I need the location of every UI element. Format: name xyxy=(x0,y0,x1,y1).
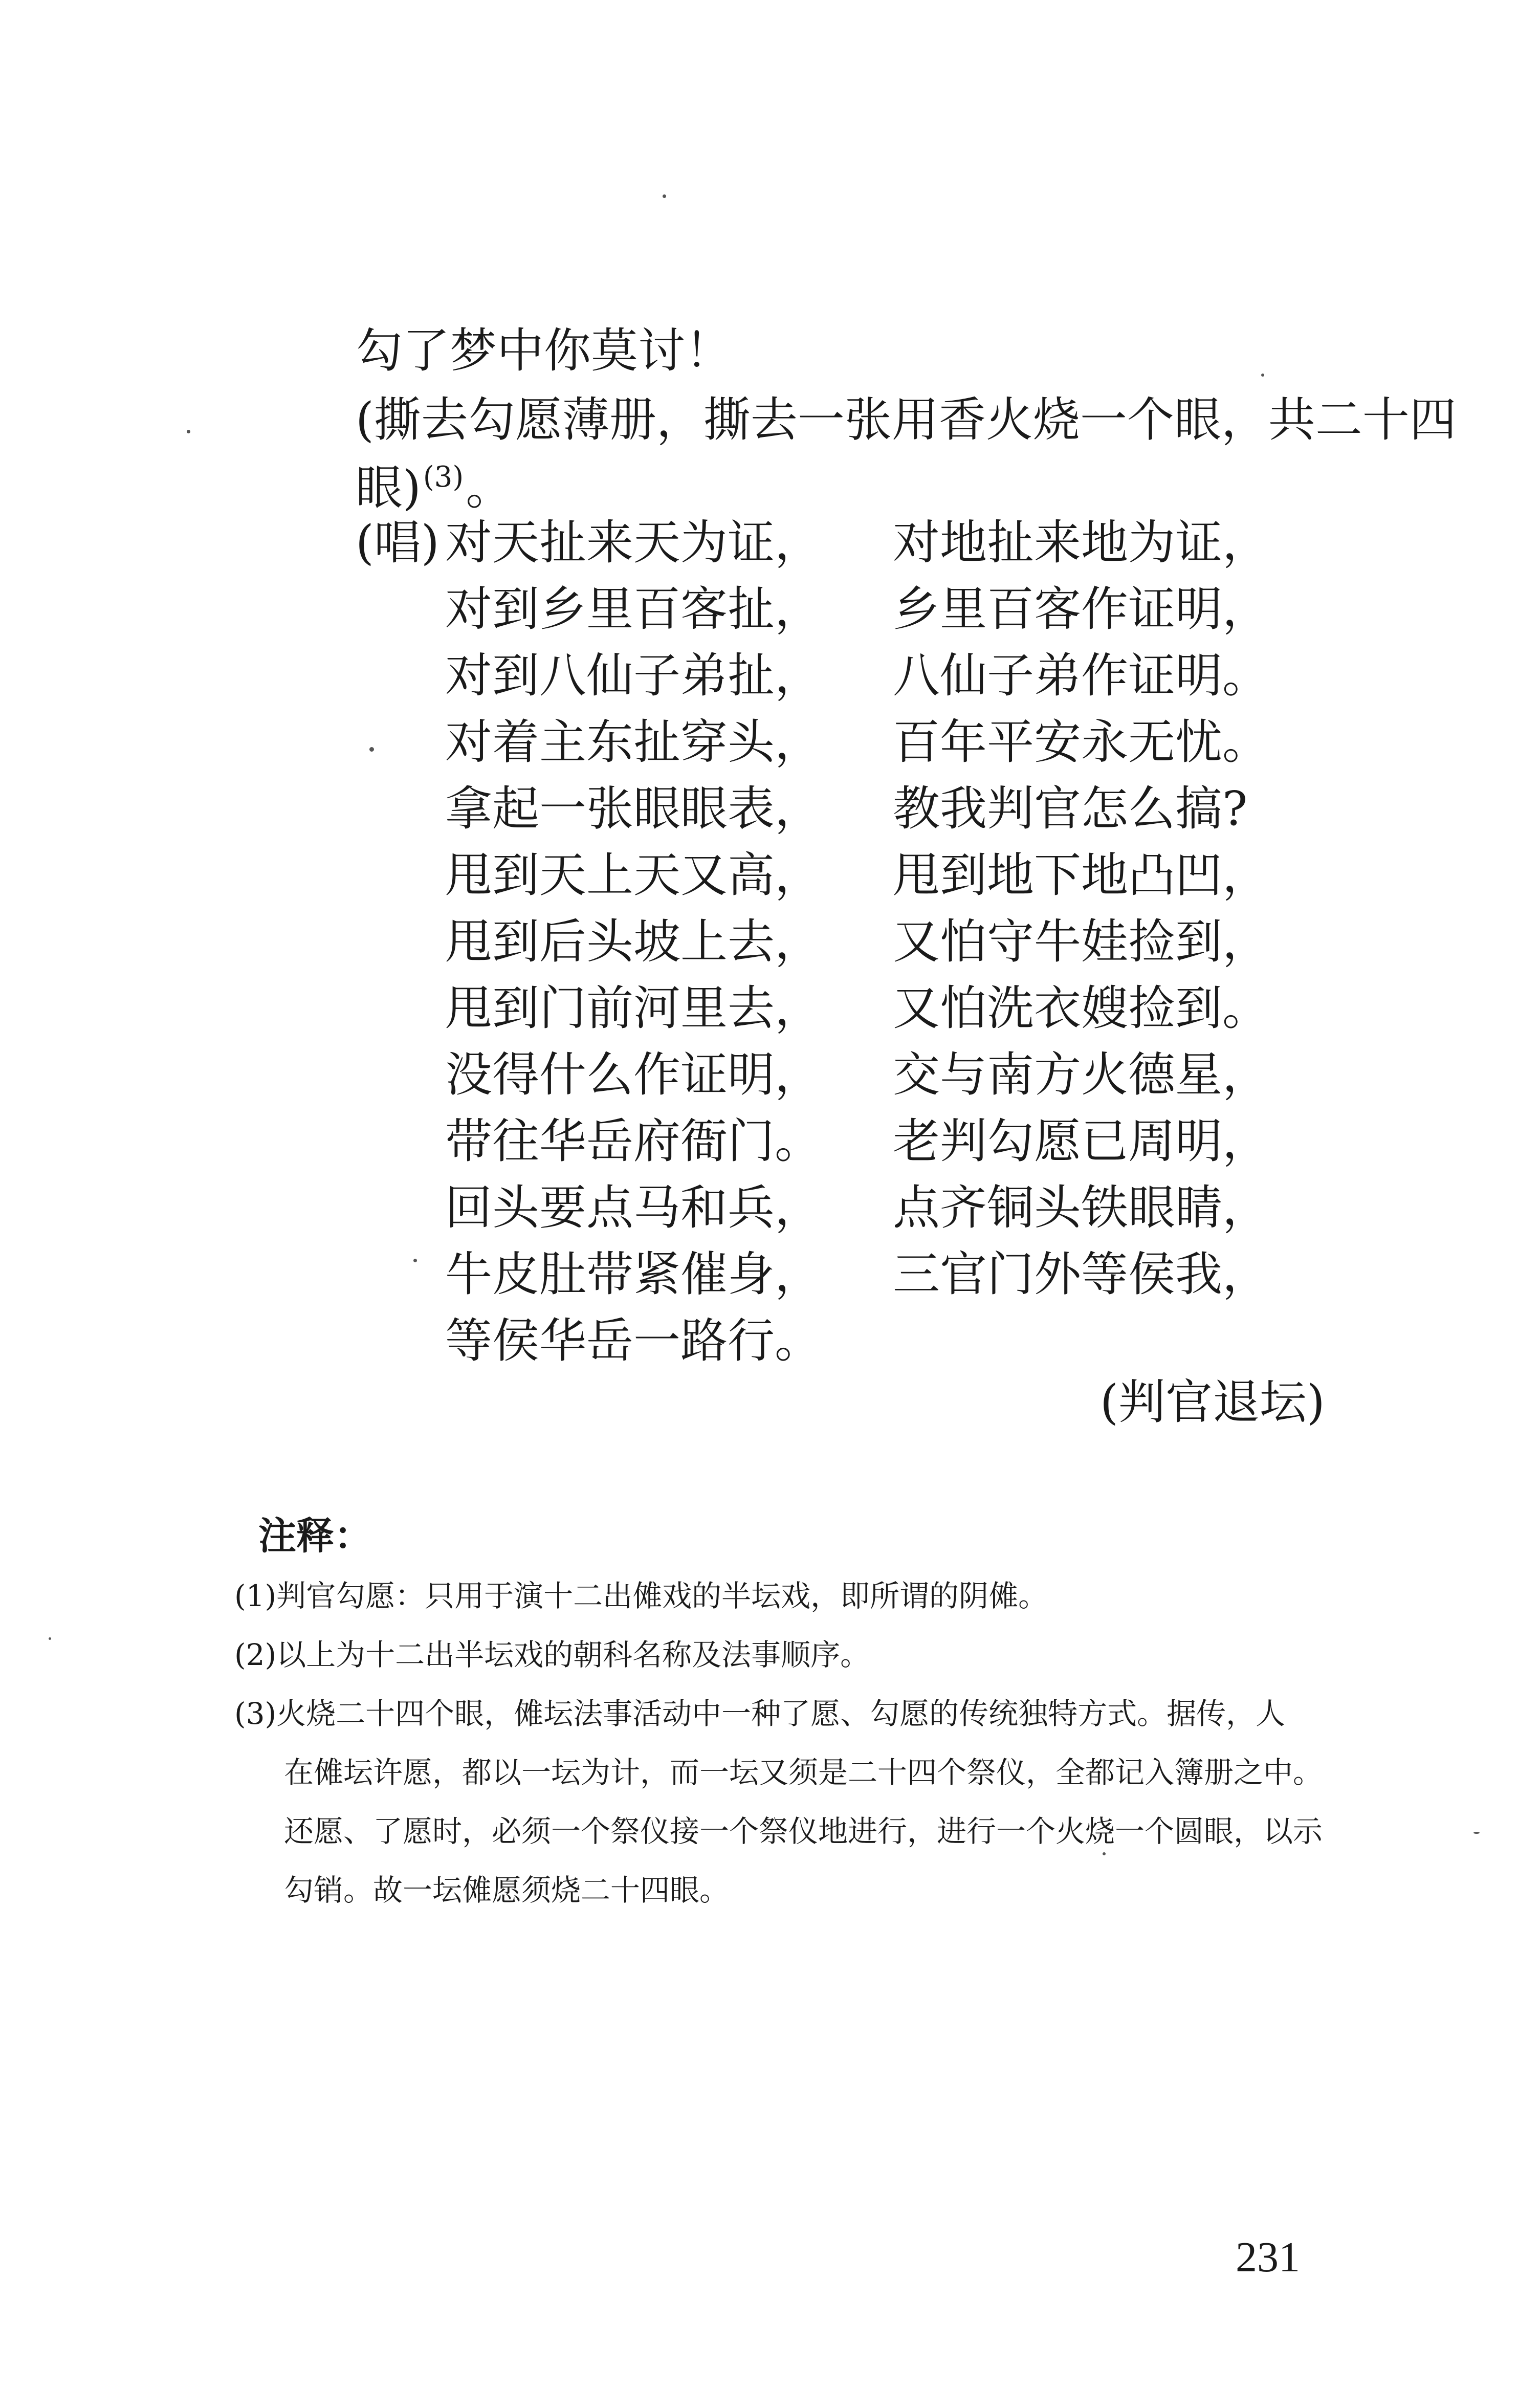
verse-left-line: 带往华岳府衙门。 xyxy=(445,1114,822,1169)
verse-line: 勾了梦中你莫讨！ xyxy=(356,323,733,378)
stage-direction-text: 眼) xyxy=(356,461,421,515)
footnote-3: (3)火烧二十四个眼，傩坛法事活动中一种了愿、勾愿的传统独特方式。据传，人 xyxy=(234,1696,1286,1731)
stage-exit-direction: (判官退坛) xyxy=(1100,1375,1325,1430)
page-number: 231 xyxy=(1236,2233,1300,2281)
verse-left-line: 对着主东扯穿头， xyxy=(445,715,822,770)
footnote-3-continued: 在傩坛许愿，都以一坛为计，而一坛又须是二十四个祭仪，全都记入簿册之中。 xyxy=(284,1755,1323,1790)
verse-left-line: 牛皮肚带紧催身， xyxy=(445,1247,822,1302)
verse-right-line: 对地扯来地为证， xyxy=(893,515,1270,570)
verse-right-line: 老判勾愿已周明， xyxy=(893,1114,1270,1169)
scan-speck xyxy=(49,1637,51,1640)
verse-right-line: 交与南方火德星， xyxy=(893,1047,1270,1102)
scan-speck xyxy=(413,1259,417,1262)
scan-speck xyxy=(1261,374,1264,377)
sing-label: (唱) xyxy=(356,515,439,570)
verse-left-line: 回头要点马和兵， xyxy=(445,1180,822,1235)
verse-right-line: 乡里百客作证明， xyxy=(893,582,1270,637)
verse-right-line: 点齐铜头铁眼睛， xyxy=(893,1180,1270,1235)
scan-speck xyxy=(187,430,190,433)
footnote-1: (1)判官勾愿：只用于演十二出傩戏的半坛戏，即所谓的阴傩。 xyxy=(234,1579,1048,1613)
scan-speck xyxy=(1103,1852,1106,1855)
verse-left-line: 对到八仙子弟扯， xyxy=(445,648,822,703)
verse-left-line: 甩到门前河里去， xyxy=(445,981,822,1036)
notes-heading: 注释： xyxy=(258,1514,372,1558)
verse-right-line: 又怕洗衣嫂捡到。 xyxy=(893,981,1270,1036)
verse-right-line: 三官门外等侯我， xyxy=(893,1247,1270,1302)
verse-left-line: 对到乡里百客扯， xyxy=(445,582,822,637)
verse-left-line: 没得什么作证明， xyxy=(445,1047,822,1102)
stage-direction: (撕去勾愿薄册，撕去一张用香火烧一个眼，共二十四 xyxy=(356,392,1457,447)
verse-right-line: 教我判官怎么搞? xyxy=(893,781,1248,836)
verse-right-line: 甩到地下地凸凹， xyxy=(893,848,1270,903)
stage-direction-period: 。 xyxy=(466,461,513,515)
scan-speck xyxy=(369,747,374,752)
verse-right-line: 百年平安永无忧。 xyxy=(893,715,1270,770)
scan-speck xyxy=(663,194,666,198)
verse-left-line: 等侯华岳一路行。 xyxy=(445,1313,822,1368)
footnote-2: (2)以上为十二出半坛戏的朝科名称及法事顺序。 xyxy=(234,1637,870,1672)
verse-right-line: 又怕守牛娃捡到， xyxy=(893,914,1270,969)
stage-direction-end xyxy=(356,461,513,515)
verse-left-line: 甩到后头坡上去， xyxy=(445,914,822,969)
footnote-3-continued: 勾销。故一坛傩愿须烧二十四眼。 xyxy=(284,1873,730,1908)
verse-left-line: 拿起一张眼眼表， xyxy=(445,781,822,836)
verse-left-line: 甩到天上天又高， xyxy=(445,848,822,903)
verse-right-line: 八仙子弟作证明。 xyxy=(893,648,1270,703)
scan-speck xyxy=(1473,1832,1480,1834)
footnote-ref: (3) xyxy=(423,461,464,494)
verse-left-line: 对天扯来天为证， xyxy=(445,515,822,570)
footnote-3-continued: 还愿、了愿时，必须一个祭仪接一个祭仪地进行，进行一个火烧一个圆眼，以示 xyxy=(284,1814,1323,1849)
